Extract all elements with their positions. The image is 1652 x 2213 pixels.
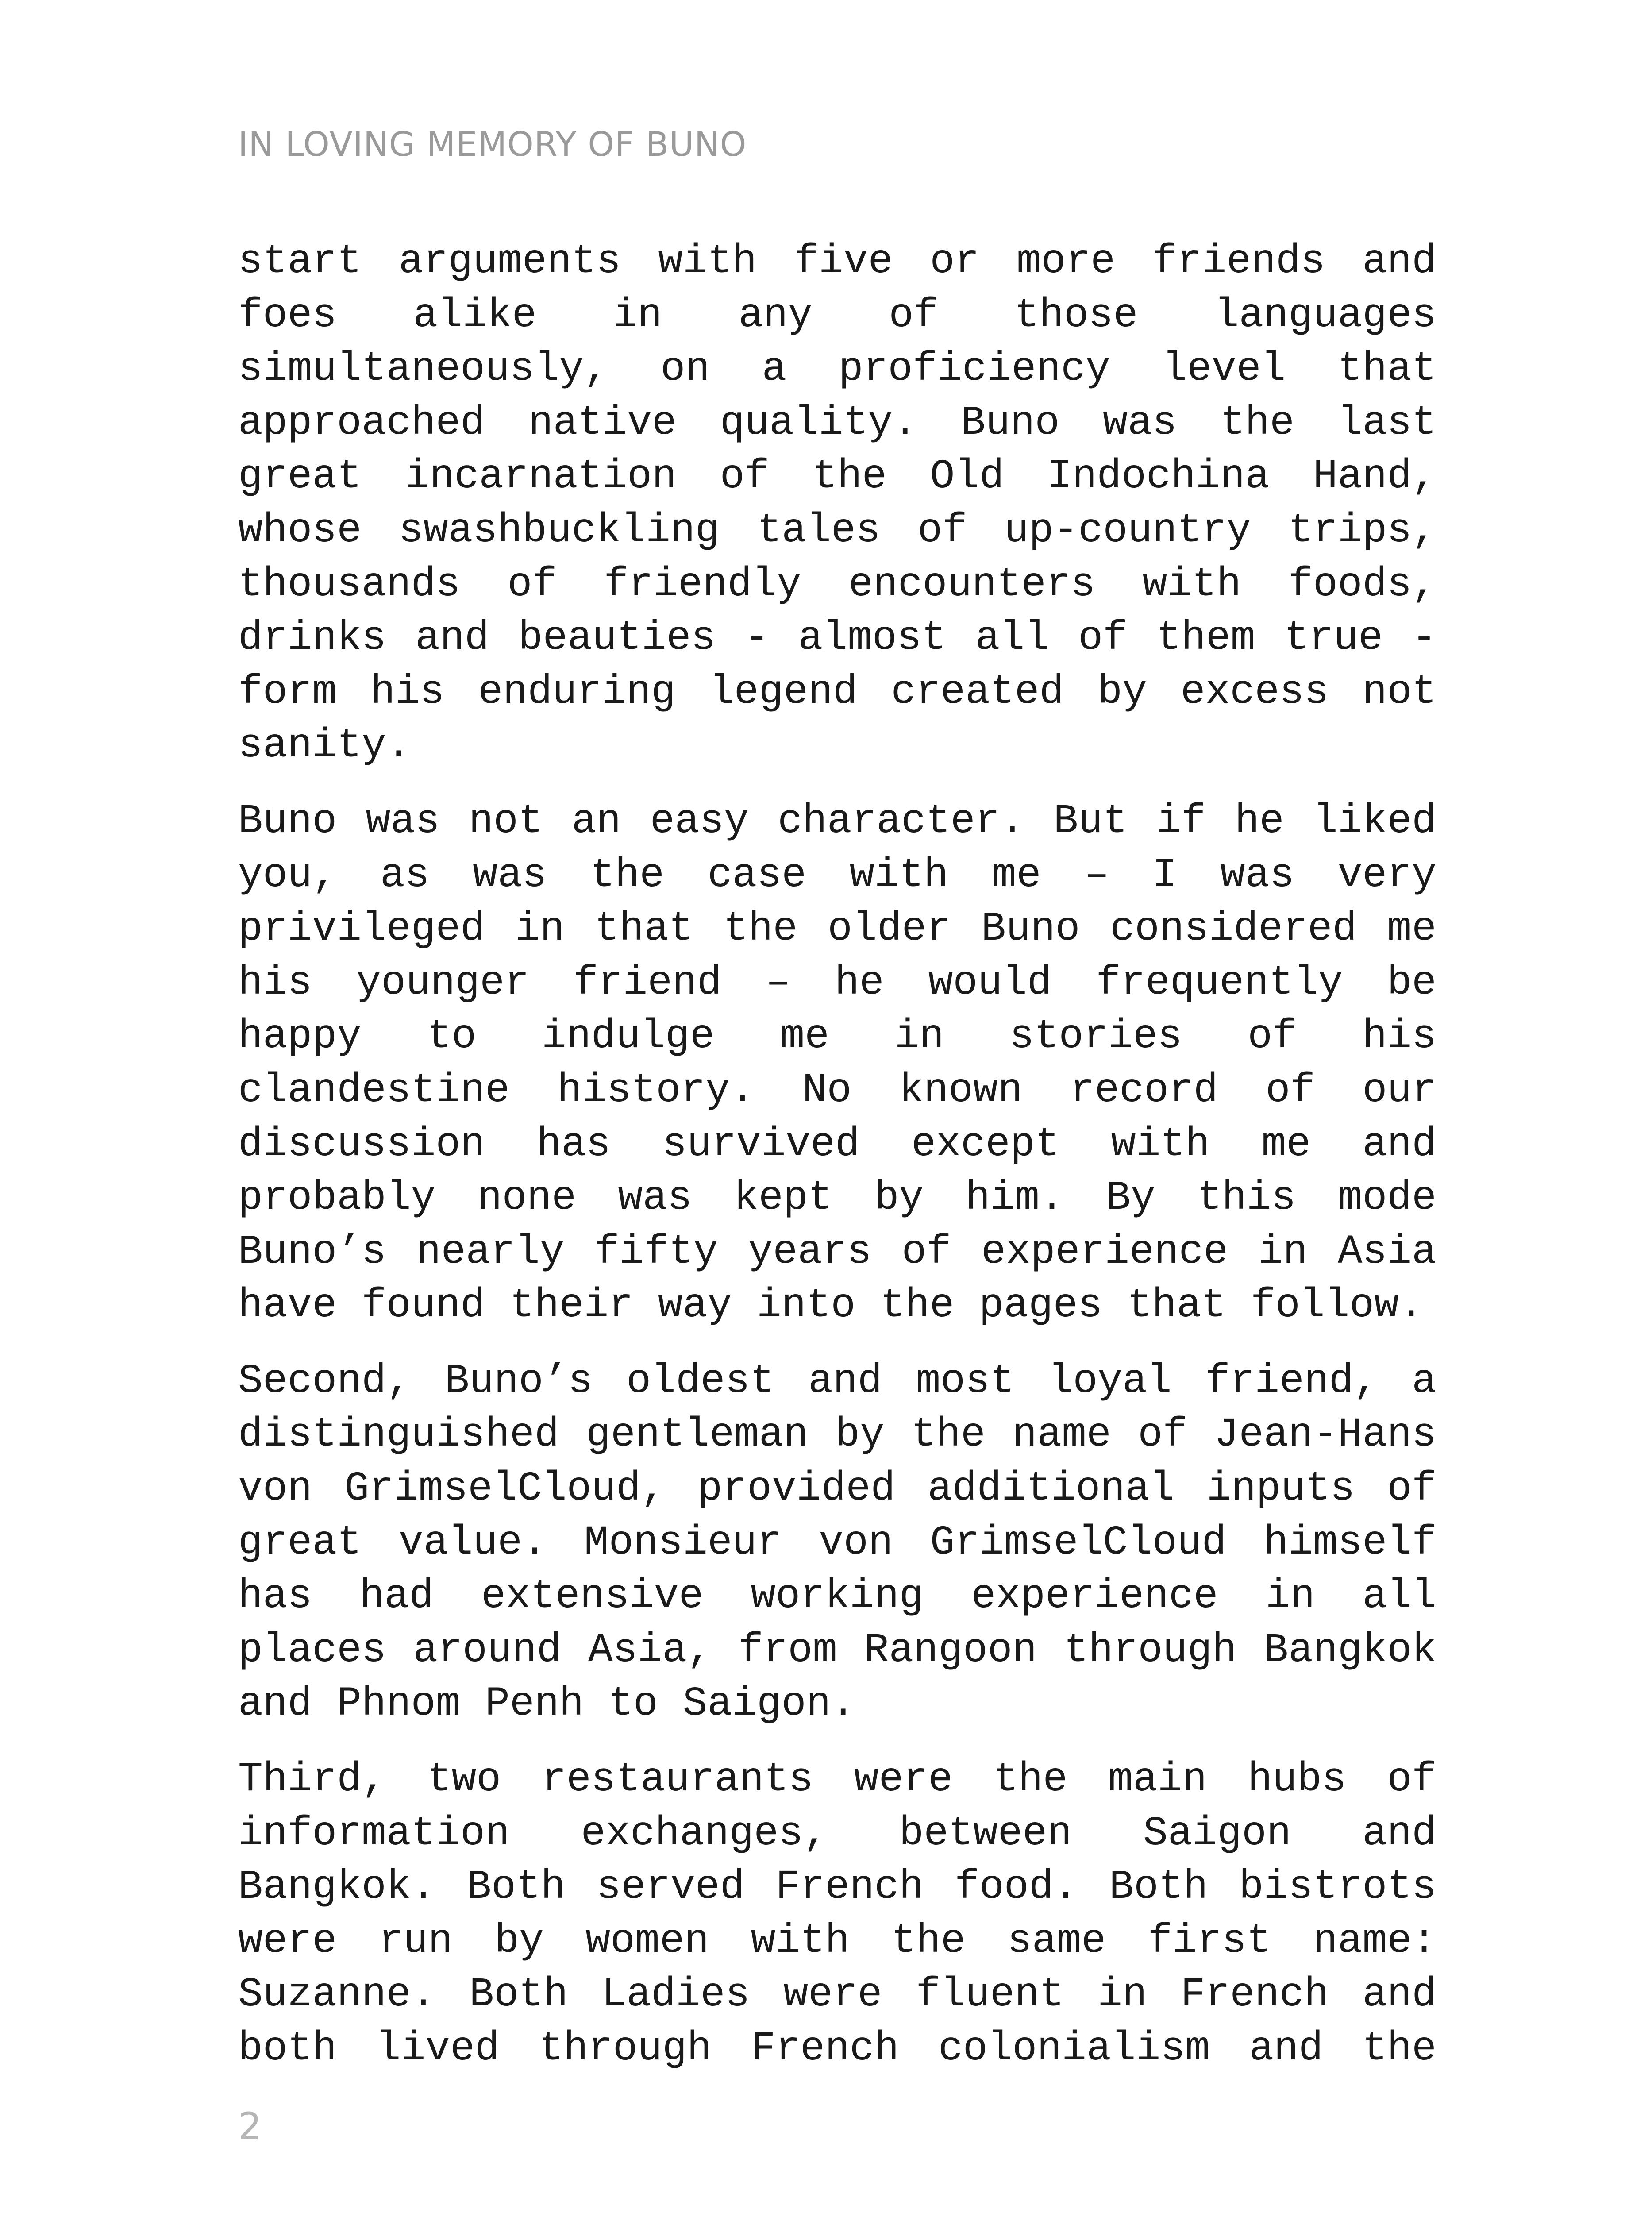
page-number: 2 [238, 2105, 262, 2148]
paragraph-4: Third, two restaurants were the main hubs of information exchanges, between Saigon and Bangkok. Both served French food. Both bistrots were run by women with the same first name: Suzanne. Both Ladies were fluent in French and both lived through French colonialism and the [238, 1756, 1436, 2072]
paragraph-2: Buno was not an easy character. But if he liked you, as was the case with me – I was very privileged in that the older Buno considered me his younger friend – he would frequently be happy to indulge me in stories of his clandestine history. No known record of our discussion has survived except with me and probably none was kept by him. By this mode Buno’s nearly fifty years of experience in Asia have found their way into the pages that follow. [238, 798, 1436, 1329]
paragraph-3: Second, Buno’s oldest and most loyal friend, a distinguished gentleman by the name of Jean-Hans von GrimselCloud, provided additional inputs of great value. Monsieur von GrimselCloud himself has had extensive working experience in all places around Asia, from Rangoon through Bangkok and Phnom Penh to Saigon. [238, 1357, 1436, 1727]
paragraph-1: start arguments with five or more friends and foes alike in any of those languages simultaneously, on a proficiency level that approached native quality. Buno was the last great incarnation of the Old Indochina Hand, whose swashbuckling tales of up-country trips, thousands of friendly encounters with foods, drinks and beauties - almost all of them true - form his enduring legend created by excess not sanity. [238, 238, 1436, 769]
body-text [238, 235, 1436, 2076]
running-header: IN LOVING MEMORY OF BUNO [238, 124, 747, 164]
